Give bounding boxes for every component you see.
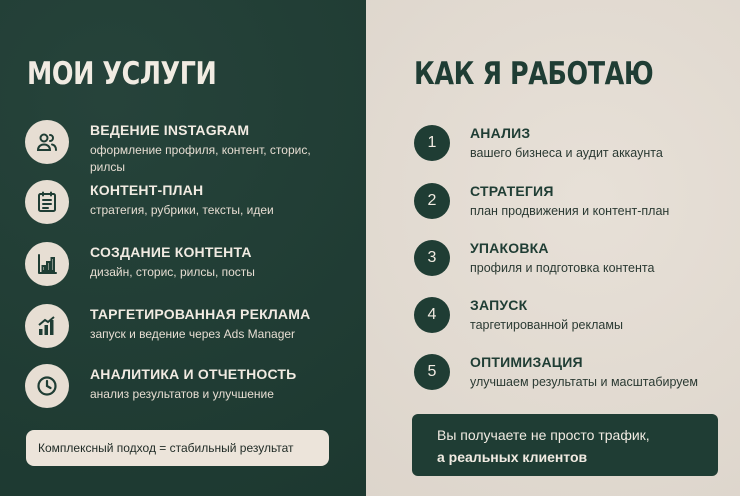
service-item-content-creation — [25, 242, 355, 288]
process-title: КАК Я РАБОТАЮ — [414, 56, 654, 92]
services-title: МОИ УСЛУГИ — [27, 56, 217, 92]
step-number: 1 — [414, 125, 450, 161]
step-number: 2 — [414, 183, 450, 219]
process-step-1 — [414, 125, 724, 169]
clock-icon — [25, 364, 69, 408]
service-desc: оформление профиля, контент, сторис, рилсы — [90, 143, 311, 174]
process-panel — [366, 0, 740, 496]
step-heading: СТРАТЕГИЯ — [470, 183, 554, 199]
step-heading: УПАКОВКА — [470, 240, 549, 256]
step-desc: профиля и подготовка контента — [470, 261, 655, 275]
step-desc: таргетированной рекламы — [470, 318, 623, 332]
step-heading: АНАЛИЗ — [470, 125, 531, 141]
service-item-instagram — [25, 120, 355, 174]
step-heading: ЗАПУСК — [470, 297, 528, 313]
service-item-content-plan — [25, 180, 355, 226]
service-desc: анализ результатов и улучшение — [90, 387, 274, 401]
note-line-2: а реальных клиентов — [437, 449, 588, 465]
service-heading: КОНТЕНТ-ПЛАН — [90, 182, 204, 198]
process-step-2 — [414, 183, 724, 227]
step-desc: улучшаем результаты и масштабируем — [470, 375, 698, 389]
service-item-analytics — [25, 364, 355, 410]
note-line-1: Вы получаете не просто трафик, — [437, 427, 650, 443]
process-step-3 — [414, 240, 724, 284]
document-icon — [25, 180, 69, 224]
process-note — [412, 414, 718, 476]
service-heading: ВЕДЕНИЕ INSTAGRAM — [90, 122, 250, 138]
service-item-targeting — [25, 304, 355, 350]
service-heading: АНАЛИТИКА И ОТЧЕТНОСТЬ — [90, 366, 297, 382]
process-step-5 — [414, 354, 724, 398]
users-icon — [25, 120, 69, 164]
step-number: 3 — [414, 240, 450, 276]
service-heading: СОЗДАНИЕ КОНТЕНТА — [90, 244, 252, 260]
step-number: 5 — [414, 354, 450, 390]
process-step-4 — [414, 297, 724, 341]
service-desc: запуск и ведение через Ads Manager — [90, 327, 296, 341]
step-number: 4 — [414, 297, 450, 333]
growth-chart-icon — [25, 304, 69, 348]
step-desc: вашего бизнеса и аудит аккаунта — [470, 146, 663, 160]
services-note: Комплексный подход = стабильный результат — [26, 430, 329, 466]
step-heading: ОПТИМИЗАЦИЯ — [470, 354, 583, 370]
service-desc: дизайн, сторис, рилсы, посты — [90, 265, 255, 279]
step-desc: план продвижения и контент-план — [470, 204, 670, 218]
bar-chart-icon — [25, 242, 69, 286]
service-desc: стратегия, рубрики, тексты, идеи — [90, 203, 274, 217]
services-panel — [0, 0, 366, 496]
service-heading: ТАРГЕТИРОВАННАЯ РЕКЛАМА — [90, 306, 311, 322]
